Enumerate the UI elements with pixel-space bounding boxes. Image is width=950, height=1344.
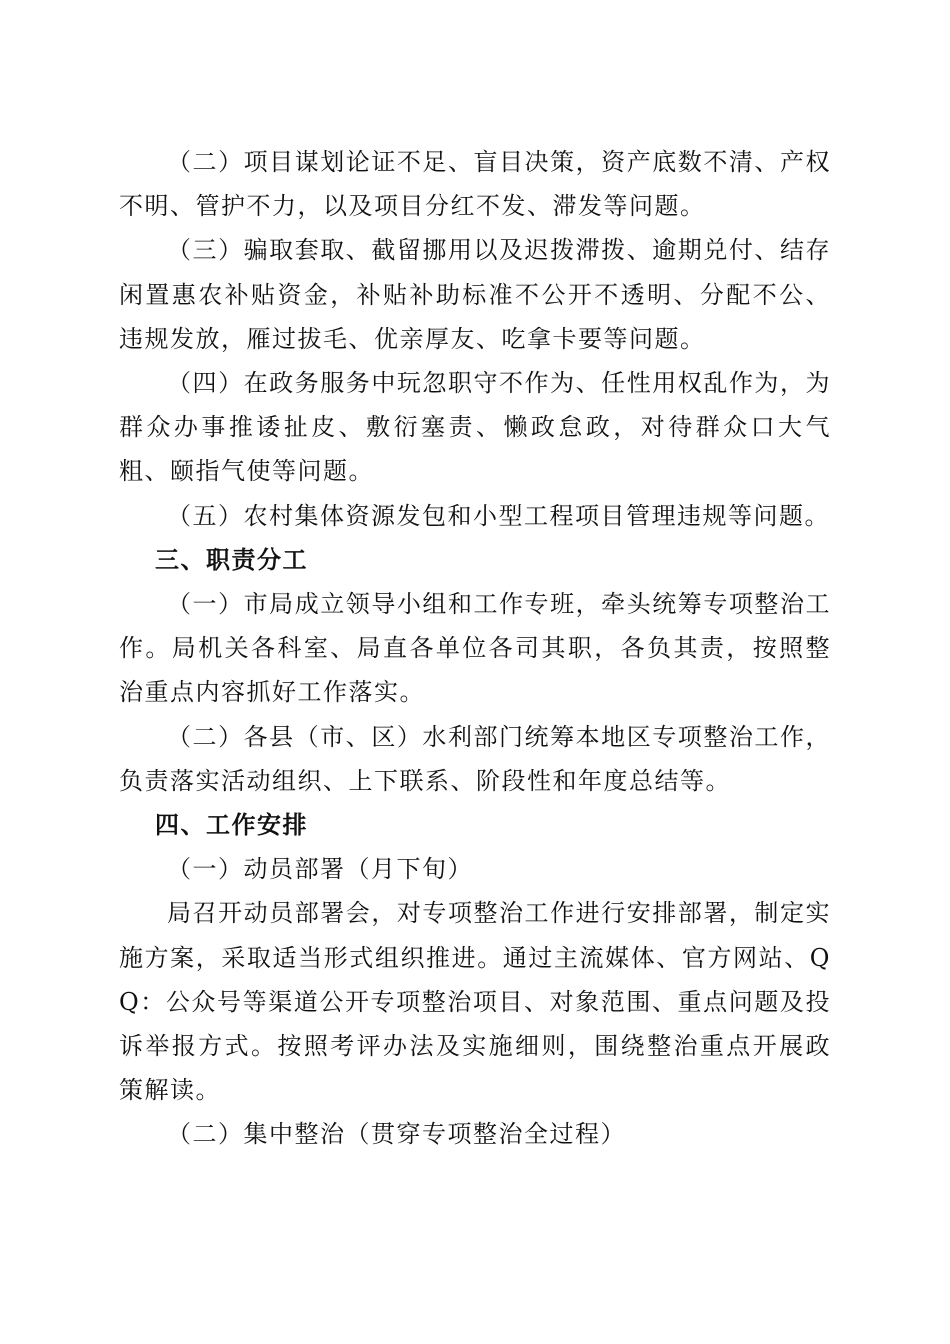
subheading-concentrated-rectification: （二）集中整治（贯穿专项整治全过程） (167, 1120, 626, 1149)
paragraph-issue-5: （五）农村集体资源发包和小型工程项目管理违规等问题。 (167, 501, 830, 530)
section-heading-duties: 三、职责分工 (155, 545, 308, 574)
paragraph-issue-3: （三）骗取套取、截留挪用以及迟拨滞拨、逾期兑付、结存闲置惠农补贴资金，补贴补助标准不公开不透明、分配不公、违规发放，雁过拔毛、优亲厚友、吃拿卡要等问题。 (119, 236, 831, 353)
paragraph-issue-4: （四）在政务服务中玩忽职守不作为、任性用权乱作为，为群众办事推诿扯皮、敷衍塞责、懒政怠政，对待群众口大气粗、颐指气使等问题。 (119, 369, 831, 486)
paragraph-mobilization: 局召开动员部署会，对专项整治工作进行安排部署，制定实施方案，采取适当形式组织推进。通过主流媒体、官方网站、QQ：公众号等渠道公开专项整治项目、对象范围、重点问题及投诉举报方式。按照考评办法及实施细则，围绕整治重点开展政策解读。 (119, 899, 831, 1105)
paragraph-issue-2: （二）项目谋划论证不足、盲目决策，资产底数不清、产权不明、管护不力，以及项目分红不发、滞发等问题。 (119, 148, 831, 221)
subheading-mobilization: （一）动员部署（月下旬） (167, 855, 473, 884)
paragraph-duty-1: （一）市局成立领导小组和工作专班，牵头统筹专项整治工作。局机关各科室、局直各单位各司其职，各负其责，按照整治重点内容抓好工作落实。 (119, 590, 831, 707)
section-heading-arrangement: 四、工作安排 (155, 811, 308, 840)
document-page (119, 140, 831, 1157)
paragraph-duty-2: （二）各县（市、区）水利部门统筹本地区专项整治工作，负责落实活动组织、上下联系、阶段性和年度总结等。 (119, 722, 831, 795)
